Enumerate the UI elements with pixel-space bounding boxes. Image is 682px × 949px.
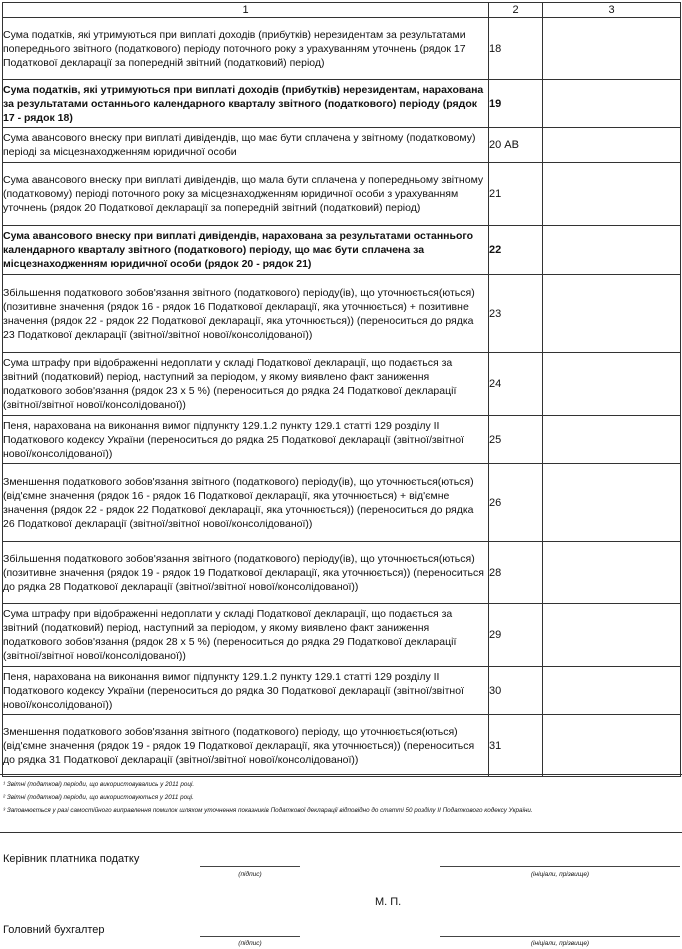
table-row (3, 416, 681, 464)
row-value-cell[interactable] (543, 80, 681, 128)
row-code: 22 (489, 226, 543, 275)
row-description: Пеня, нарахована на виконання вимог підпункту 129.1.2 пункту 129.1 статті 129 розділу II Податкового кодексу України (переноситься до рядка 30 Податкової декларації (звітної/звітної нової/консолідованої)) (3, 667, 489, 715)
accountant-signature-label: Головний бухгалтер (3, 924, 105, 936)
row-code: 24 (489, 353, 543, 416)
row-description: Сума авансового внеску при виплаті дивідендів, що мала бути сплачена у попередньому звітному (податковому) періоді поточного року за місцезнаходженням юридичної особи з урахуванням уточнень (рядок 20 Податкової декларації за попередній звітний (податковий) період) (3, 163, 489, 226)
footnote-1: ¹ Звітні (податкові) періоди, що використовувались у 2011 році. (3, 781, 195, 788)
row-code: 18 (489, 18, 543, 80)
row-code: 23 (489, 275, 543, 353)
accountant-signature-caption: (підпис) (238, 940, 262, 947)
row-description: Збільшення податкового зобов'язання звітного (податкового) періоду(ів), що уточнюється(ються) (позитивне значення (рядок 16 - рядок 16 Податкової декларації, яка уточнюється) + позитивне значення (рядок 22 - рядок 22 Податкової декларації, яка уточнюється)) (переноситься до рядка 23 Податкової декларації (звітної/звітної нової/консолідованої)) (3, 275, 489, 353)
table-row (3, 18, 681, 80)
footnote-2: ² Звітні (податкові) періоди, що використовуються у 2011 році. (3, 794, 194, 801)
row-description: Сума податків, які утримуються при виплаті доходів (прибутків) нерезидентам за результатами попереднього звітного (податкового) періоду поточного року з урахуванням уточнень (рядок 17 Податкової декларації за попередній звітний (податковий) період) (3, 18, 489, 80)
header-col-1: 1 (3, 3, 489, 18)
row-description: Сума податків, які утримуються при виплаті доходів (прибутків) нерезидентам, нарахована за результатами останнього календарного кварталу звітного (податкового) періоду (рядок 17 - рядок 18) (3, 80, 489, 128)
row-code: 29 (489, 604, 543, 667)
table-row (3, 163, 681, 226)
table-row (3, 353, 681, 416)
head-name-line[interactable] (440, 866, 680, 867)
signature-divider (0, 832, 682, 833)
table-row (3, 80, 681, 128)
table-row (3, 128, 681, 163)
header-col-3: 3 (543, 3, 681, 18)
accountant-name-line[interactable] (440, 936, 680, 937)
row-description: Зменшення податкового зобов'язання звітного (податкового) періоду(ів), що уточнюється(ються) (від'ємне значення (рядок 16 - рядок 16 Податкової декларації, яка уточнюється) + від'ємне значення (рядок 22 - рядок 22 Податкової декларації, яка уточнюється)) (переноситься до рядка 26 Податкової декларації (звітної/звітної нової/консолідованої)) (3, 464, 489, 542)
row-value-cell[interactable] (543, 275, 681, 353)
row-code: 31 (489, 715, 543, 777)
row-code: 21 (489, 163, 543, 226)
row-description: Пеня, нарахована на виконання вимог підпункту 129.1.2 пункту 129.1 статті 129 розділу II Податкового кодексу України (переноситься до рядка 25 Податкової декларації (звітної/звітної нової/консолідованої)) (3, 416, 489, 464)
head-signature-label: Керівник платника податку (3, 853, 140, 865)
head-name-caption: (ініціали, прізвище) (530, 871, 590, 878)
row-description: Зменшення податкового зобов'язання звітного (податкового) періоду, що уточнюється(ються) (від'ємне значення (рядок 19 - рядок 19 Податкової декларації, яка уточнюється)) (переноситься до рядка 31 Податкової декларації (звітної/звітної нової/консолідованої)) (3, 715, 489, 777)
row-value-cell[interactable] (543, 464, 681, 542)
row-value-cell[interactable] (543, 416, 681, 464)
table-header-row (3, 3, 681, 18)
table-row (3, 275, 681, 353)
table-row (3, 715, 681, 777)
row-code: 26 (489, 464, 543, 542)
row-value-cell[interactable] (543, 226, 681, 275)
table-row (3, 542, 681, 604)
row-description: Сума авансового внеску при виплаті дивідендів, нарахована за результатами останнього календарного кварталу звітного (податкового) періоду, що має бути сплачена за місцезнаходженням юридичної особи (рядок 20 - рядок 21) (3, 226, 489, 275)
table-row (3, 226, 681, 275)
row-value-cell[interactable] (543, 542, 681, 604)
accountant-signature-line[interactable] (200, 936, 300, 937)
row-value-cell[interactable] (543, 667, 681, 715)
row-code: 25 (489, 416, 543, 464)
tax-declaration-table (2, 2, 681, 777)
stamp-place: М. П. (375, 896, 402, 908)
row-description: Сума авансового внеску при виплаті дивідендів, що має бути сплачена у звітному (податковому) періоді за місцезнаходженням юридичної особи (3, 128, 489, 163)
footnote-3: ³ Заповнюється у разі самостійного виправлення помилок шляхом уточнення показників Податкової декларації відповідно до статті 50 розділу II Податкового кодексу України. (3, 807, 533, 814)
row-value-cell[interactable] (543, 353, 681, 416)
footnote-divider (0, 774, 682, 775)
header-col-2: 2 (489, 3, 543, 18)
row-description: Сума штрафу при відображенні недоплати у складі Податкової декларації, що подається за звітний (податковий) період, наступний за періодом, у якому виявлено факт заниження податкового зобов'язання (рядок 23 х 5 %) (переноситься до рядка 24 Податкової декларації (звітної/звітної нової/консолідованої)) (3, 353, 489, 416)
row-code: 20 АВ (489, 128, 543, 163)
head-signature-line[interactable] (200, 866, 300, 867)
row-code: 30 (489, 667, 543, 715)
row-description: Сума штрафу при відображенні недоплати у складі Податкової декларації, що подається за звітний (податковий) період, наступний за періодом, у якому виявлено факт заниження податкового зобов'язання (рядок 28 х 5 %) (переноситься до рядка 29 Податкової декларації (звітної/звітної нової/консолідованої)) (3, 604, 489, 667)
row-value-cell[interactable] (543, 715, 681, 777)
row-value-cell[interactable] (543, 128, 681, 163)
row-code: 19 (489, 80, 543, 128)
accountant-name-caption: (ініціали, прізвище) (530, 940, 590, 947)
head-signature-caption: (підпис) (238, 871, 262, 878)
row-value-cell[interactable] (543, 604, 681, 667)
footnotes (3, 781, 679, 820)
row-value-cell[interactable] (543, 163, 681, 226)
row-code: 28 (489, 542, 543, 604)
table-row (3, 667, 681, 715)
table-row (3, 604, 681, 667)
row-value-cell[interactable] (543, 18, 681, 80)
row-description: Збільшення податкового зобов'язання звітного (податкового) періоду(ів), що уточнюється(ються) (позитивне значення (рядок 19 - рядок 19 Податкової декларації, яка уточнюється)) (переноситься до рядка 28 Податкової декларації (звітної/звітної нової/консолідованої)) (3, 542, 489, 604)
table-row (3, 464, 681, 542)
